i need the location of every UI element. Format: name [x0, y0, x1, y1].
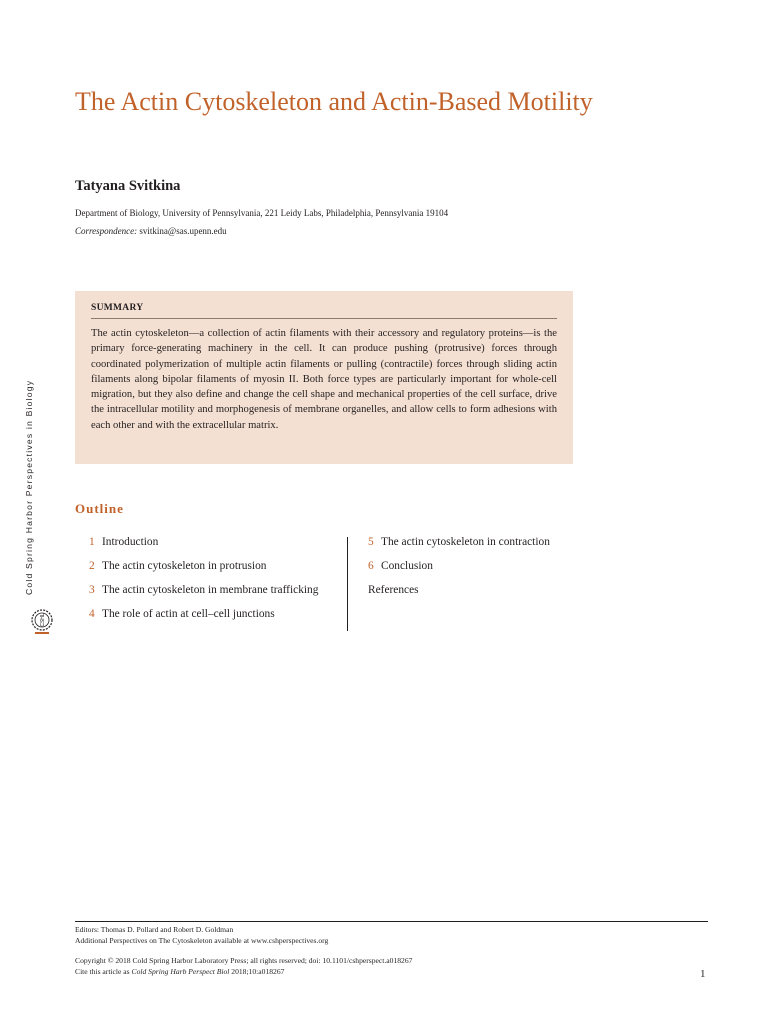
outline-item-number: 2: [89, 560, 95, 572]
citation-suffix: 2018;10:a018267: [229, 967, 285, 976]
outline-item-label: References: [368, 584, 419, 596]
outline-item-number: 3: [89, 584, 95, 596]
footer-copyright: Copyright © 2018 Cold Spring Harbor Laboratory Press; all rights reserved; doi: 10.1101/cshperspect.a018267: [75, 956, 413, 965]
correspondence-label: Correspondence:: [75, 226, 138, 236]
citation-prefix: Cite this article as: [75, 967, 132, 976]
outline-item-label: Introduction: [102, 536, 159, 548]
cshl-logo-icon: [30, 608, 54, 636]
outline-item-number: 5: [368, 536, 374, 548]
outline-divider: [347, 537, 348, 631]
citation-journal: Cold Spring Harb Perspect Biol: [131, 967, 230, 976]
outline-item-number: 6: [368, 560, 374, 572]
author-name: Tatyana Svitkina: [75, 178, 181, 194]
outline-heading: Outline: [75, 501, 124, 516]
summary-heading: SUMMARY: [91, 303, 557, 319]
summary-box: [75, 291, 573, 464]
outline-item-label: The actin cytoskeleton in membrane trafficking: [102, 584, 319, 596]
outline-item[interactable]: [89, 535, 329, 550]
outline-item-label: The actin cytoskeleton in contraction: [381, 536, 550, 548]
cshl-logo-text: CSHL: [40, 613, 46, 627]
outline-item-label: Conclusion: [381, 560, 433, 572]
journal-sidebar-title: Cold Spring Harbor Perspectives in Biology: [24, 379, 34, 595]
outline-right-column: [368, 535, 608, 607]
footer-citation: [75, 967, 284, 976]
outline-item-label: The actin cytoskeleton in protrusion: [102, 560, 267, 572]
author-affiliation: Department of Biology, University of Pennsylvania, 221 Leidy Labs, Philadelphia, Pennsylvania 19104: [75, 208, 449, 218]
correspondence-line: [75, 226, 227, 236]
outline-left-column: [89, 535, 329, 631]
footer-rule: [75, 921, 708, 922]
summary-text: The actin cytoskeleton—a collection of actin filaments with their accessory and regulatory proteins—is the primary force-generating machinery in the cell. It can produce pushing (protrusive) forces through coordinated polymerization of multiple actin filaments or pulling (contractile) forces through sliding actin filaments along bipolar filaments of myosin II. Both force types are particularly important for whole-cell migration, but they also define and change the cell shape and mechanical properties of the cell surface, drive the intracellular motility and morphogenesis of membrane organelles, and allow cells to form adhesions with each other and with the extracellular matrix.: [91, 328, 557, 431]
outline-item[interactable]: [368, 559, 608, 574]
correspondence-email[interactable]: svitkina@sas.upenn.edu: [137, 226, 227, 236]
footer-editors: Editors: Thomas D. Pollard and Robert D. Goldman: [75, 925, 234, 934]
outline-item-number: 4: [89, 608, 95, 620]
outline-item-label: The role of actin at cell–cell junctions: [102, 608, 275, 620]
footer-additional: Additional Perspectives on The Cytoskeleton available at www.cshperspectives.org: [75, 936, 329, 945]
outline-item-references[interactable]: [368, 583, 608, 598]
outline-item-number: 1: [89, 536, 95, 548]
outline-item[interactable]: [89, 559, 329, 574]
article-title: The Actin Cytoskeleton and Actin-Based Motility: [75, 87, 593, 116]
outline-item[interactable]: [89, 607, 329, 622]
outline-item[interactable]: [368, 535, 608, 550]
page-number: 1: [700, 968, 706, 980]
outline-item[interactable]: [89, 583, 329, 598]
